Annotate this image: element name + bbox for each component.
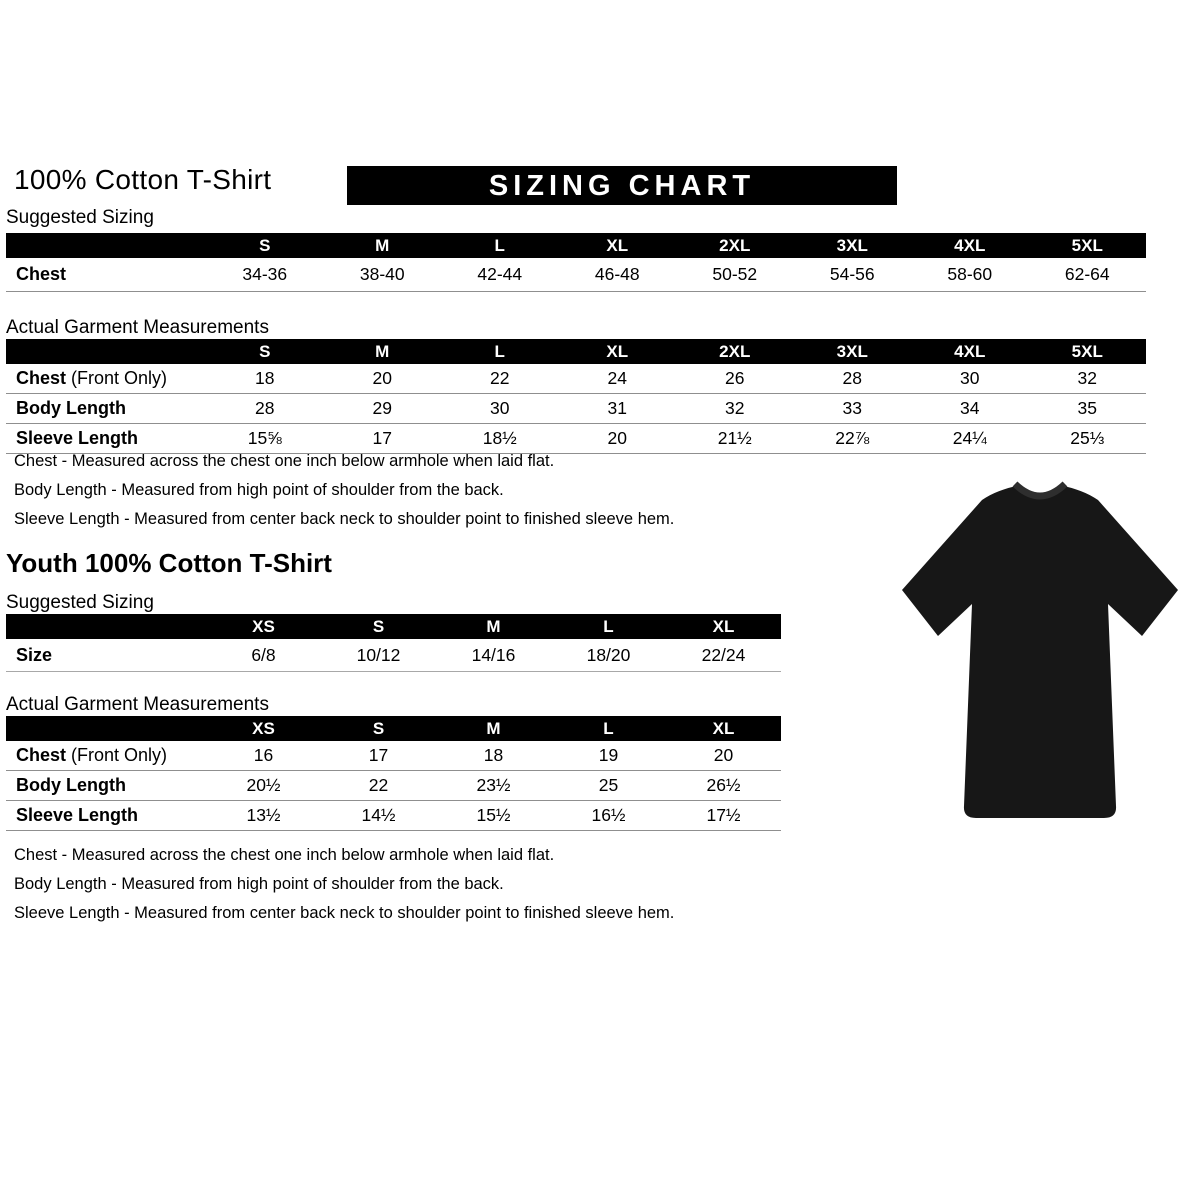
note-sleeve-length: Sleeve Length - Measured from center back neck to shoulder point to finished sleeve hem. — [14, 510, 675, 528]
sizing-chart-banner: SIZING CHART — [347, 166, 897, 205]
size-col-header: M — [436, 614, 551, 639]
adult-garment-measurements-table — [6, 339, 1146, 454]
size-col-header: XL — [559, 233, 677, 258]
row-label: Chest — [16, 264, 67, 284]
measurement-cell: 20 — [559, 424, 677, 454]
measurement-cell: 32 — [676, 394, 794, 424]
row-label-suffix: (Front Only) — [66, 745, 168, 765]
tshirt-body — [902, 486, 1178, 818]
measurement-cell: 22⅞ — [794, 424, 912, 454]
row-label-cell — [6, 424, 206, 454]
size-col-header: XL — [666, 716, 781, 741]
measurement-cell: 16½ — [551, 801, 666, 831]
row-label: Size — [16, 644, 53, 665]
note-body-length: Body Length - Measured from high point of shoulder from the back. — [14, 875, 504, 893]
size-col-header: L — [551, 716, 666, 741]
youth-garment-measurements-label: Actual Garment Measurements — [6, 694, 269, 715]
adult-measurement-notes — [14, 452, 874, 539]
size-col-header: XL — [666, 614, 781, 639]
measurement-cell: 6/8 — [206, 639, 321, 672]
measurement-cell: 26 — [676, 364, 794, 394]
table-row — [6, 258, 1146, 292]
size-col-header: XL — [559, 339, 677, 364]
youth-measurement-notes — [14, 846, 874, 933]
measurement-cell: 30 — [911, 364, 1029, 394]
size-col-header: L — [441, 339, 559, 364]
table-row — [6, 424, 1146, 454]
note-sleeve-length: Sleeve Length - Measured from center back neck to shoulder point to finished sleeve hem. — [14, 904, 675, 922]
size-col-header: XS — [206, 716, 321, 741]
measurement-cell: 38-40 — [324, 258, 442, 292]
size-col-header: S — [206, 339, 324, 364]
size-col-header: M — [324, 233, 442, 258]
table-row — [6, 741, 781, 771]
row-label: Body Length — [16, 398, 126, 418]
measurement-cell: 15½ — [436, 801, 551, 831]
table-row — [6, 364, 1146, 394]
measurement-cell: 22 — [441, 364, 559, 394]
measurement-cell: 46-48 — [559, 258, 677, 292]
note-chest: Chest - Measured across the chest one inch below armhole when laid flat. — [14, 846, 555, 864]
size-col-header: XS — [206, 614, 321, 639]
size-col-header: 3XL — [794, 233, 912, 258]
row-label-cell — [6, 364, 206, 394]
size-col-header: 4XL — [911, 233, 1029, 258]
size-header-row — [6, 233, 1146, 258]
size-col-header: 2XL — [676, 339, 794, 364]
measurement-cell: 28 — [794, 364, 912, 394]
measurement-cell: 15⅝ — [206, 424, 324, 454]
measurement-cell: 18/20 — [551, 639, 666, 672]
measurement-cell: 58-60 — [911, 258, 1029, 292]
measurement-cell: 10/12 — [321, 639, 436, 672]
measurement-cell: 24 — [559, 364, 677, 394]
measurement-cell: 30 — [441, 394, 559, 424]
row-label-cell — [6, 639, 206, 672]
adult-suggested-sizing-table — [6, 233, 1146, 292]
size-header-row — [6, 614, 781, 639]
measurement-cell: 14½ — [321, 801, 436, 831]
measurement-cell: 32 — [1029, 364, 1147, 394]
size-header-row — [6, 339, 1146, 364]
note-chest: Chest - Measured across the chest one inch below armhole when laid flat. — [14, 452, 555, 470]
row-label-cell — [6, 771, 206, 801]
adult-heading: 100% Cotton T-Shirt — [14, 164, 272, 195]
measurement-cell: 22/24 — [666, 639, 781, 672]
measurement-cell: 42-44 — [441, 258, 559, 292]
size-header-spacer — [6, 339, 206, 364]
measurement-cell: 18½ — [441, 424, 559, 454]
measurement-cell: 33 — [794, 394, 912, 424]
tshirt-image — [894, 472, 1186, 839]
size-col-header: 2XL — [676, 233, 794, 258]
measurement-cell: 26½ — [666, 771, 781, 801]
row-label-suffix: (Front Only) — [66, 368, 168, 388]
measurement-cell: 62-64 — [1029, 258, 1147, 292]
size-col-header: L — [551, 614, 666, 639]
measurement-cell: 24¼ — [911, 424, 1029, 454]
row-label: Sleeve Length — [16, 428, 139, 448]
measurement-cell: 31 — [559, 394, 677, 424]
measurement-cell: 25⅓ — [1029, 424, 1147, 454]
size-col-header: M — [436, 716, 551, 741]
note-body-length: Body Length - Measured from high point of shoulder from the back. — [14, 481, 504, 499]
size-header-row — [6, 716, 781, 741]
table-row — [6, 394, 1146, 424]
measurement-cell: 20 — [666, 741, 781, 771]
row-label-cell — [6, 801, 206, 831]
youth-garment-measurements-table — [6, 716, 781, 831]
measurement-cell: 34-36 — [206, 258, 324, 292]
row-label-cell — [6, 394, 206, 424]
measurement-cell: 28 — [206, 394, 324, 424]
measurement-cell: 17 — [324, 424, 442, 454]
size-col-header: L — [441, 233, 559, 258]
measurement-cell: 50-52 — [676, 258, 794, 292]
measurement-cell: 14/16 — [436, 639, 551, 672]
size-col-header: M — [324, 339, 442, 364]
measurement-cell: 22 — [321, 771, 436, 801]
measurement-cell: 25 — [551, 771, 666, 801]
measurement-cell: 17½ — [666, 801, 781, 831]
measurement-cell: 35 — [1029, 394, 1147, 424]
size-header-spacer — [6, 233, 206, 258]
measurement-cell: 20½ — [206, 771, 321, 801]
size-col-header: S — [321, 716, 436, 741]
measurement-cell: 18 — [206, 364, 324, 394]
adult-garment-measurements-label: Actual Garment Measurements — [6, 317, 269, 338]
size-header-spacer — [6, 716, 206, 741]
youth-suggested-sizing-label: Suggested Sizing — [6, 592, 154, 613]
row-label-cell — [6, 741, 206, 771]
row-label: Chest — [16, 745, 67, 765]
row-label: Sleeve Length — [16, 805, 139, 825]
size-col-header: 5XL — [1029, 233, 1147, 258]
measurement-cell: 34 — [911, 394, 1029, 424]
measurement-cell: 19 — [551, 741, 666, 771]
tshirt-collar — [1015, 484, 1065, 496]
table-row — [6, 801, 781, 831]
measurement-cell: 29 — [324, 394, 442, 424]
measurement-cell: 18 — [436, 741, 551, 771]
row-label: Chest — [16, 368, 67, 388]
measurement-cell: 16 — [206, 741, 321, 771]
measurement-cell: 23½ — [436, 771, 551, 801]
row-label: Body Length — [16, 775, 126, 795]
table-row — [6, 771, 781, 801]
size-col-header: 5XL — [1029, 339, 1147, 364]
size-col-header: S — [321, 614, 436, 639]
measurement-cell: 13½ — [206, 801, 321, 831]
adult-suggested-sizing-label: Suggested Sizing — [6, 207, 154, 228]
tshirt-graphic — [894, 472, 1186, 834]
row-label-cell — [6, 258, 206, 292]
youth-heading: Youth 100% Cotton T-Shirt — [6, 548, 332, 578]
measurement-cell: 21½ — [676, 424, 794, 454]
youth-suggested-sizing-table — [6, 614, 781, 672]
measurement-cell: 17 — [321, 741, 436, 771]
size-header-spacer — [6, 614, 206, 639]
size-col-header: 3XL — [794, 339, 912, 364]
table-row — [6, 639, 781, 672]
size-col-header: 4XL — [911, 339, 1029, 364]
size-col-header: S — [206, 233, 324, 258]
measurement-cell: 20 — [324, 364, 442, 394]
measurement-cell: 54-56 — [794, 258, 912, 292]
